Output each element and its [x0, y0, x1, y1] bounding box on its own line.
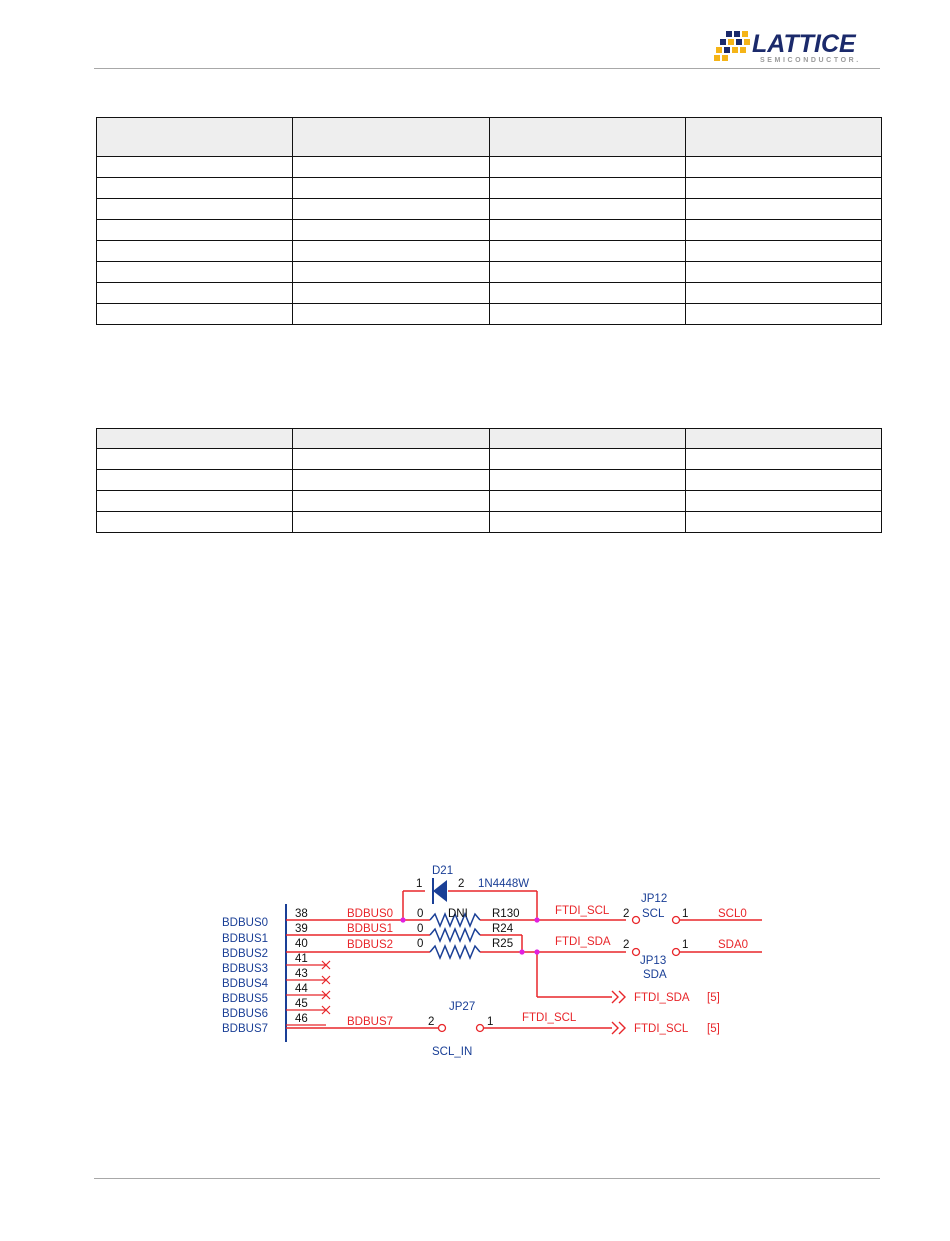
resistor-ref: R25 [492, 938, 514, 950]
bus-label: BDBUS6 [222, 1008, 269, 1020]
jumper-icon [439, 1025, 484, 1032]
net-label: FTDI_SDA [555, 936, 611, 948]
pin-number: 40 [295, 938, 308, 950]
resistor-icon [430, 914, 480, 958]
resistor-ref: R130 [492, 908, 520, 920]
bus-label: BDBUS7 [222, 1023, 269, 1035]
diode-part: 1N4448W [478, 878, 530, 890]
logo-wordmark: LATTICE [752, 30, 856, 58]
logo-tagline: SEMICONDUCTOR. [760, 57, 861, 64]
net-label: SDA0 [718, 939, 749, 951]
no-connect-icon [322, 961, 330, 1014]
pin-numbers [295, 908, 308, 1025]
resistor-value: 0 [417, 908, 424, 920]
pin-number: 43 [295, 968, 308, 980]
jumper-ref: JP13 [640, 955, 667, 967]
jumper-pin: 1 [682, 908, 689, 920]
bus-label: BDBUS2 [222, 948, 269, 960]
jumper-label: SCL [642, 908, 665, 920]
bus-label: BDBUS1 [222, 933, 269, 945]
net-label: FTDI_SCL [555, 905, 610, 917]
diode-ref: D21 [432, 865, 454, 877]
offpage-connector-icon [612, 991, 625, 1034]
jumper-pin: 2 [428, 1016, 435, 1028]
offpage-net: FTDI_SCL [634, 1023, 689, 1035]
pin-number: 38 [295, 908, 308, 920]
diode-pin-a: 1 [416, 878, 423, 890]
offpage-net: FTDI_SDA [634, 992, 690, 1004]
resistor-ref: R24 [492, 923, 514, 935]
bus-label: BDBUS4 [222, 978, 269, 990]
resistor-value: 0 [417, 938, 424, 950]
pin-number: 44 [295, 983, 308, 995]
resistor-value: 0 [417, 923, 424, 935]
diode-pin-k: 2 [458, 878, 465, 890]
jumper-pin: 1 [682, 939, 689, 951]
bus-labels [222, 917, 269, 1035]
jumper-pin: 1 [487, 1016, 494, 1028]
resistor-note: DNI [448, 908, 468, 920]
net-label: FTDI_SCL [522, 1012, 577, 1024]
bus-label: BDBUS3 [222, 963, 269, 975]
jumper-pin: 2 [623, 939, 630, 951]
pin-number: 46 [295, 1013, 308, 1025]
net-label: BDBUS0 [347, 908, 394, 920]
jumper-ref: JP27 [449, 1001, 476, 1013]
pin-number: 39 [295, 923, 308, 935]
jumper-ref: JP12 [641, 893, 668, 905]
offpage-sheet: [5] [707, 992, 720, 1004]
bus-label: BDBUS0 [222, 917, 269, 929]
net-label: SCL0 [718, 908, 747, 920]
pin-number: 41 [295, 953, 308, 965]
net-label: BDBUS7 [347, 1016, 394, 1028]
pin-number: 45 [295, 998, 308, 1010]
offpage-sheet: [5] [707, 1023, 720, 1035]
net-label: BDBUS1 [347, 923, 394, 935]
diode-icon [433, 878, 447, 904]
jumper-label: SDA [643, 969, 667, 981]
jumper-label: SCL_IN [432, 1046, 473, 1058]
bus-label: BDBUS5 [222, 993, 269, 1005]
jumper-pin: 2 [623, 908, 630, 920]
net-label: BDBUS2 [347, 939, 394, 951]
footer-rule [94, 1178, 880, 1179]
